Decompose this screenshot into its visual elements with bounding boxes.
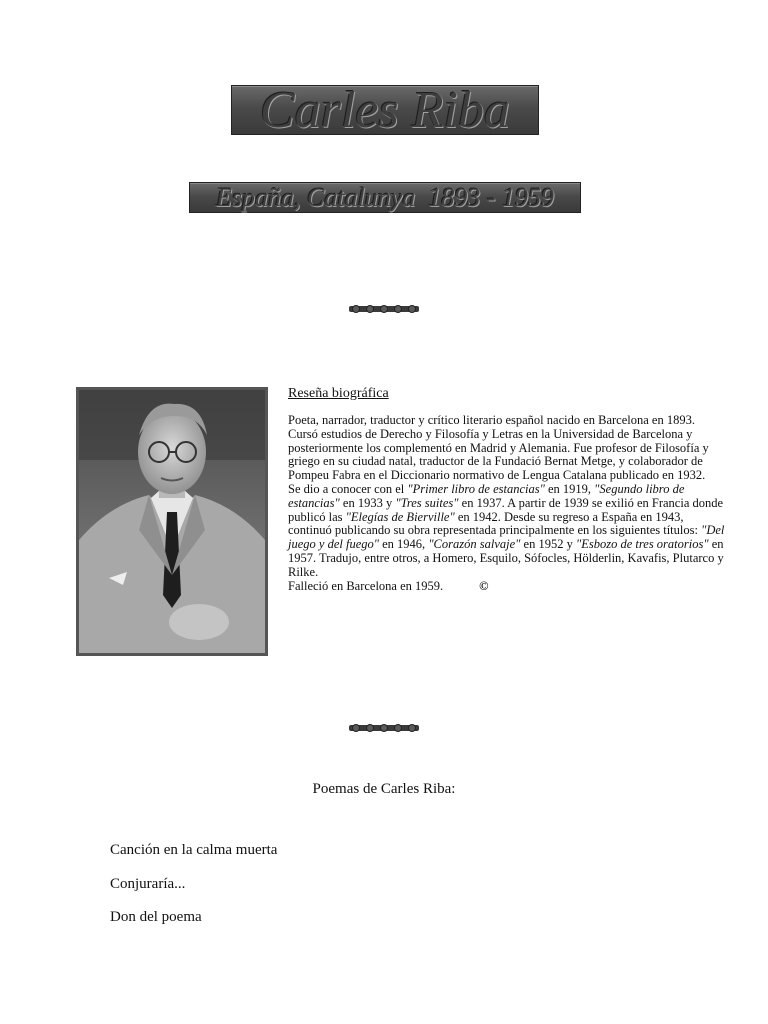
subtitle-banner: [189, 182, 581, 213]
bio-heading: Reseña biográfica: [288, 386, 389, 401]
work-title: "Primer libro de estancias": [407, 481, 545, 496]
biography-section: [288, 386, 728, 593]
portrait-photo: [79, 390, 265, 653]
poem-link[interactable]: Conjuraría...: [110, 876, 186, 892]
poem-link[interactable]: Canción en la calma muerta: [110, 842, 278, 858]
bio-text: [288, 414, 728, 593]
work-title: "Esbozo de tres oratorios": [575, 537, 709, 552]
bio-paragraph-works: Se dio a conocer con el "Primer libro de estancias" en 1919, "Segundo libro de estancias" en 1933 y "Tres suites" en 1937. A partir de 1939 se exilió en Francia donde publicó las "Elegías de Bierville" en 1942. Desde su regreso a España en 1943, continuó publicando su obra representada principalmente en los siguientes títulos: "Del juego y del fuego" en 1946, "Corazón salvaje" en 1952 y "Esbozo de tres oratorios" en 1957. Tradujo, entre otros, a Homero, Esquilo, Sófocles, Hölderlin, Kavafis, Plutarco y Rilke.: [288, 481, 725, 579]
poem-link[interactable]: Don del poema: [110, 909, 202, 925]
bio-paragraph-studies: Cursó estudios de Derecho y Filosofía y Letras en la Universidad de Barcelona y posteriormente los complementó en Madrid y Alemania. Fue profesor de Filosofía y griego en su ciudad natal, traductor de la Fundació Bernat Metge, y colaborador de Pompeu Fabra en el Diccionario normativo de Lengua Catalana publicado en 1932.: [288, 426, 709, 483]
page-subtitle: España, Catalunya 1893 - 1959: [216, 182, 554, 212]
work-title: "Elegías de Bierville": [345, 509, 455, 524]
page-title: Carles Riba: [260, 81, 510, 139]
work-title: "Tres suites": [395, 495, 459, 510]
ornament-divider: [349, 725, 419, 731]
title-banner: [231, 81, 539, 139]
poems-heading: Poemas de Carles Riba:: [312, 781, 456, 797]
bio-paragraph-death: Falleció en Barcelona en 1959. ©: [288, 578, 489, 593]
copyright-symbol: ©: [479, 578, 489, 593]
bio-paragraph-birth: Poeta, narrador, traductor y crítico literario español nacido en Barcelona en 1893.: [288, 413, 695, 427]
work-title: "Segundo libro de estancias": [288, 481, 685, 510]
author-portrait: [76, 387, 268, 656]
work-title: "Del juego y del fuego": [288, 523, 725, 552]
ornament-divider: [349, 306, 419, 312]
work-title: "Corazón salvaje": [428, 537, 521, 552]
